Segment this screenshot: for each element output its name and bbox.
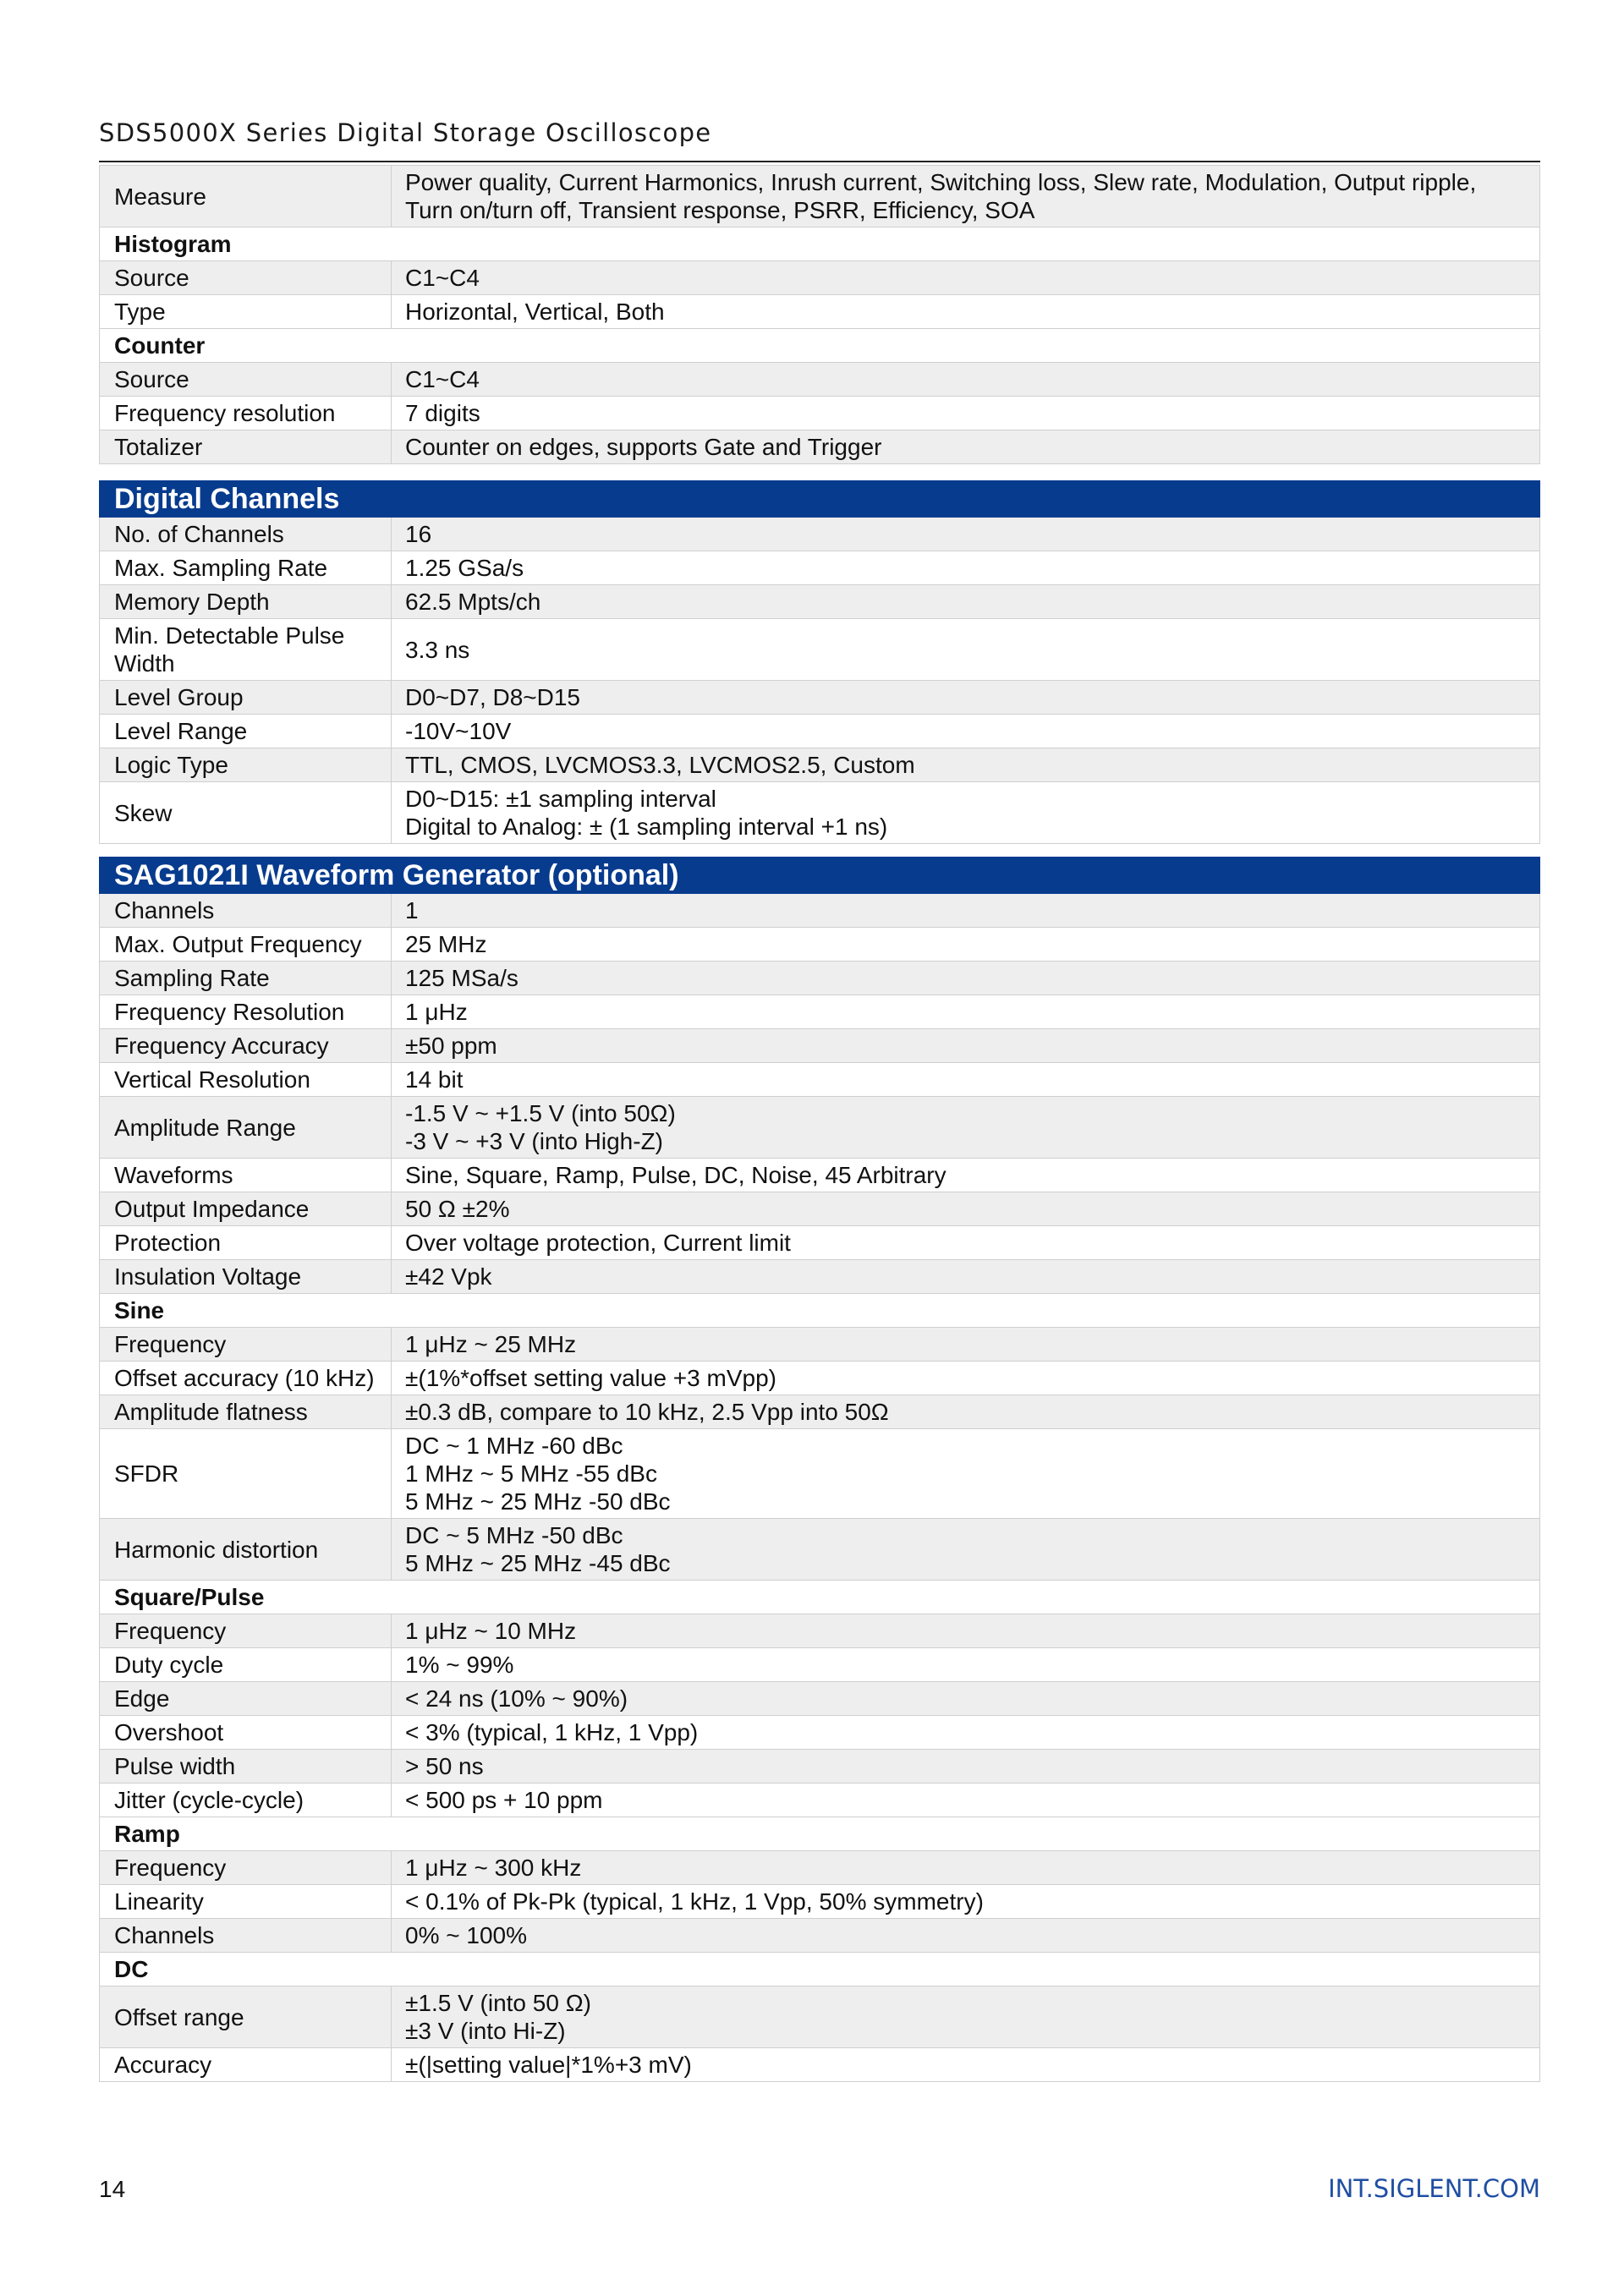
spec-label: Channels bbox=[100, 1919, 392, 1953]
group-heading-row bbox=[100, 1953, 1540, 1986]
spec-row bbox=[100, 1226, 1540, 1260]
spec-value: -1.5 V ~ +1.5 V (into 50Ω) -3 V ~ +3 V (into High-Z) bbox=[392, 1097, 1540, 1159]
spec-value: Horizontal, Vertical, Both bbox=[392, 295, 1540, 329]
spec-value: Counter on edges, supports Gate and Trigger bbox=[392, 430, 1540, 464]
spec-label: Frequency bbox=[100, 1328, 392, 1362]
spec-row bbox=[100, 1192, 1540, 1226]
spec-label: SFDR bbox=[100, 1429, 392, 1519]
spec-row bbox=[100, 748, 1540, 782]
spec-label: Overshoot bbox=[100, 1716, 392, 1750]
spec-row bbox=[100, 430, 1540, 464]
page-number: 14 bbox=[99, 2176, 126, 2202]
spec-value: < 0.1% of Pk-Pk (typical, 1 kHz, 1 Vpp, 50% symmetry) bbox=[392, 1885, 1540, 1919]
spec-value: 1% ~ 99% bbox=[392, 1648, 1540, 1682]
spec-value: 0% ~ 100% bbox=[392, 1919, 1540, 1953]
spec-label: Frequency Accuracy bbox=[100, 1029, 392, 1063]
group-heading: DC bbox=[100, 1953, 1540, 1986]
spec-row bbox=[100, 1750, 1540, 1784]
spec-value: Over voltage protection, Current limit bbox=[392, 1226, 1540, 1260]
spec-row bbox=[100, 1784, 1540, 1817]
spec-value: ±(1%*offset setting value +3 mVpp) bbox=[392, 1362, 1540, 1395]
page-header: SDS5000X Series Digital Storage Oscilloscope bbox=[99, 118, 712, 147]
spec-value: Sine, Square, Ramp, Pulse, DC, Noise, 45 Arbitrary bbox=[392, 1159, 1540, 1192]
group-heading-row bbox=[100, 329, 1540, 363]
spec-value: 1 μHz ~ 300 kHz bbox=[392, 1851, 1540, 1885]
spec-label: Source bbox=[100, 363, 392, 397]
spec-label: Sampling Rate bbox=[100, 962, 392, 995]
spec-label: Edge bbox=[100, 1682, 392, 1716]
spec-value: -10V~10V bbox=[392, 715, 1540, 748]
spec-row bbox=[100, 1362, 1540, 1395]
spec-row bbox=[100, 1682, 1540, 1716]
spec-value: 1 μHz ~ 10 MHz bbox=[392, 1614, 1540, 1648]
spec-row bbox=[100, 1648, 1540, 1682]
spec-label: Pulse width bbox=[100, 1750, 392, 1784]
spec-row bbox=[100, 518, 1540, 551]
spec-row bbox=[100, 1519, 1540, 1581]
spec-row bbox=[100, 363, 1540, 397]
spec-value: ±(|setting value|*1%+3 mV) bbox=[392, 2048, 1540, 2082]
spec-value: ±50 ppm bbox=[392, 1029, 1540, 1063]
spec-value: 7 digits bbox=[392, 397, 1540, 430]
spec-label: Jitter (cycle-cycle) bbox=[100, 1784, 392, 1817]
spec-value: > 50 ns bbox=[392, 1750, 1540, 1784]
spec-label: Frequency resolution bbox=[100, 397, 392, 430]
spec-value: C1~C4 bbox=[392, 261, 1540, 295]
group-heading-row bbox=[100, 1581, 1540, 1614]
spec-row bbox=[100, 1919, 1540, 1953]
group-heading-row bbox=[100, 1294, 1540, 1328]
spec-row bbox=[100, 928, 1540, 962]
group-heading: Counter bbox=[100, 329, 1540, 363]
spec-value: < 24 ns (10% ~ 90%) bbox=[392, 1682, 1540, 1716]
spec-row bbox=[100, 585, 1540, 619]
spec-row bbox=[100, 1614, 1540, 1648]
spec-label: Frequency Resolution bbox=[100, 995, 392, 1029]
spec-label: Harmonic distortion bbox=[100, 1519, 392, 1581]
spec-row bbox=[100, 295, 1540, 329]
spec-value: 1 μHz bbox=[392, 995, 1540, 1029]
spec-table-digital-channels bbox=[99, 480, 1540, 844]
group-heading-row bbox=[100, 1817, 1540, 1851]
spec-label: Accuracy bbox=[100, 2048, 392, 2082]
spec-value: C1~C4 bbox=[392, 363, 1540, 397]
spec-label: Offset range bbox=[100, 1986, 392, 2048]
spec-label: Min. Detectable Pulse Width bbox=[100, 619, 392, 681]
spec-label: Logic Type bbox=[100, 748, 392, 782]
site-link[interactable]: INT.SIGLENT.COM bbox=[1328, 2174, 1540, 2203]
section-title-text: Digital Channels bbox=[100, 481, 1540, 518]
group-heading: Ramp bbox=[100, 1817, 1540, 1851]
group-heading: Histogram bbox=[100, 227, 1540, 261]
spec-row bbox=[100, 995, 1540, 1029]
spec-value: < 3% (typical, 1 kHz, 1 Vpp) bbox=[392, 1716, 1540, 1750]
spec-row bbox=[100, 782, 1540, 844]
spec-table-measure bbox=[99, 165, 1540, 464]
spec-row bbox=[100, 1063, 1540, 1097]
spec-label: No. of Channels bbox=[100, 518, 392, 551]
spec-label: Measure bbox=[100, 166, 392, 227]
spec-label: Frequency bbox=[100, 1851, 392, 1885]
spec-row bbox=[100, 551, 1540, 585]
spec-value: 62.5 Mpts/ch bbox=[392, 585, 1540, 619]
spec-value: 3.3 ns bbox=[392, 619, 1540, 681]
spec-value: DC ~ 1 MHz -60 dBc 1 MHz ~ 5 MHz -55 dBc 5 MHz ~ 25 MHz -50 dBc bbox=[392, 1429, 1540, 1519]
spec-value: 25 MHz bbox=[392, 928, 1540, 962]
spec-row bbox=[100, 715, 1540, 748]
spec-label: Type bbox=[100, 295, 392, 329]
spec-label: Waveforms bbox=[100, 1159, 392, 1192]
spec-label: Frequency bbox=[100, 1614, 392, 1648]
spec-row bbox=[100, 1716, 1540, 1750]
spec-row bbox=[100, 2048, 1540, 2082]
spec-label: Output Impedance bbox=[100, 1192, 392, 1226]
spec-label: Source bbox=[100, 261, 392, 295]
spec-label: Duty cycle bbox=[100, 1648, 392, 1682]
spec-row bbox=[100, 1986, 1540, 2048]
header-rule bbox=[99, 161, 1540, 162]
spec-row bbox=[100, 1885, 1540, 1919]
spec-row bbox=[100, 1429, 1540, 1519]
spec-value: 50 Ω ±2% bbox=[392, 1192, 1540, 1226]
spec-label: Offset accuracy (10 kHz) bbox=[100, 1362, 392, 1395]
spec-row bbox=[100, 1159, 1540, 1192]
spec-label: Skew bbox=[100, 782, 392, 844]
spec-label: Max. Output Frequency bbox=[100, 928, 392, 962]
spec-value: < 500 ps + 10 ppm bbox=[392, 1784, 1540, 1817]
spec-table-waveform-generator bbox=[99, 857, 1540, 2082]
group-heading-row bbox=[100, 227, 1540, 261]
spec-value: Power quality, Current Harmonics, Inrush current, Switching loss, Slew rate, Modulation, Output ripple, Turn on/turn off, Transient response, PSRR, Efficiency, SOA bbox=[392, 166, 1540, 227]
spec-value: ±42 Vpk bbox=[392, 1260, 1540, 1294]
spec-row bbox=[100, 1260, 1540, 1294]
spec-value: DC ~ 5 MHz -50 dBc 5 MHz ~ 25 MHz -45 dBc bbox=[392, 1519, 1540, 1581]
spec-label: Level Group bbox=[100, 681, 392, 715]
spec-row bbox=[100, 397, 1540, 430]
spec-row bbox=[100, 1029, 1540, 1063]
spec-label: Protection bbox=[100, 1226, 392, 1260]
spec-row bbox=[100, 1851, 1540, 1885]
spec-row bbox=[100, 894, 1540, 928]
section-title-text: SAG1021I Waveform Generator (optional) bbox=[100, 858, 1540, 894]
spec-row bbox=[100, 962, 1540, 995]
spec-value: 1 μHz ~ 25 MHz bbox=[392, 1328, 1540, 1362]
spec-value: D0~D7, D8~D15 bbox=[392, 681, 1540, 715]
spec-label: Insulation Voltage bbox=[100, 1260, 392, 1294]
spec-label: Channels bbox=[100, 894, 392, 928]
spec-value: 1 bbox=[392, 894, 1540, 928]
group-heading: Sine bbox=[100, 1294, 1540, 1328]
spec-row bbox=[100, 619, 1540, 681]
spec-label: Totalizer bbox=[100, 430, 392, 464]
spec-value: D0~D15: ±1 sampling interval Digital to Analog: ± (1 sampling interval +1 ns) bbox=[392, 782, 1540, 844]
spec-label: Memory Depth bbox=[100, 585, 392, 619]
spec-value: ±1.5 V (into 50 Ω) ±3 V (into Hi-Z) bbox=[392, 1986, 1540, 2048]
spec-label: Max. Sampling Rate bbox=[100, 551, 392, 585]
spec-row bbox=[100, 261, 1540, 295]
spec-row bbox=[100, 1395, 1540, 1429]
spec-label: Vertical Resolution bbox=[100, 1063, 392, 1097]
spec-row bbox=[100, 166, 1540, 227]
section-title bbox=[100, 858, 1540, 894]
spec-value: 1.25 GSa/s bbox=[392, 551, 1540, 585]
spec-row bbox=[100, 681, 1540, 715]
spec-value: ±0.3 dB, compare to 10 kHz, 2.5 Vpp into 50Ω bbox=[392, 1395, 1540, 1429]
spec-label: Amplitude Range bbox=[100, 1097, 392, 1159]
spec-label: Linearity bbox=[100, 1885, 392, 1919]
spec-row bbox=[100, 1097, 1540, 1159]
spec-value: 16 bbox=[392, 518, 1540, 551]
group-heading: Square/Pulse bbox=[100, 1581, 1540, 1614]
spec-value: TTL, CMOS, LVCMOS3.3, LVCMOS2.5, Custom bbox=[392, 748, 1540, 782]
spec-value: 14 bit bbox=[392, 1063, 1540, 1097]
spec-label: Level Range bbox=[100, 715, 392, 748]
section-title bbox=[100, 481, 1540, 518]
spec-label: Amplitude flatness bbox=[100, 1395, 392, 1429]
spec-value: 125 MSa/s bbox=[392, 962, 1540, 995]
spec-row bbox=[100, 1328, 1540, 1362]
